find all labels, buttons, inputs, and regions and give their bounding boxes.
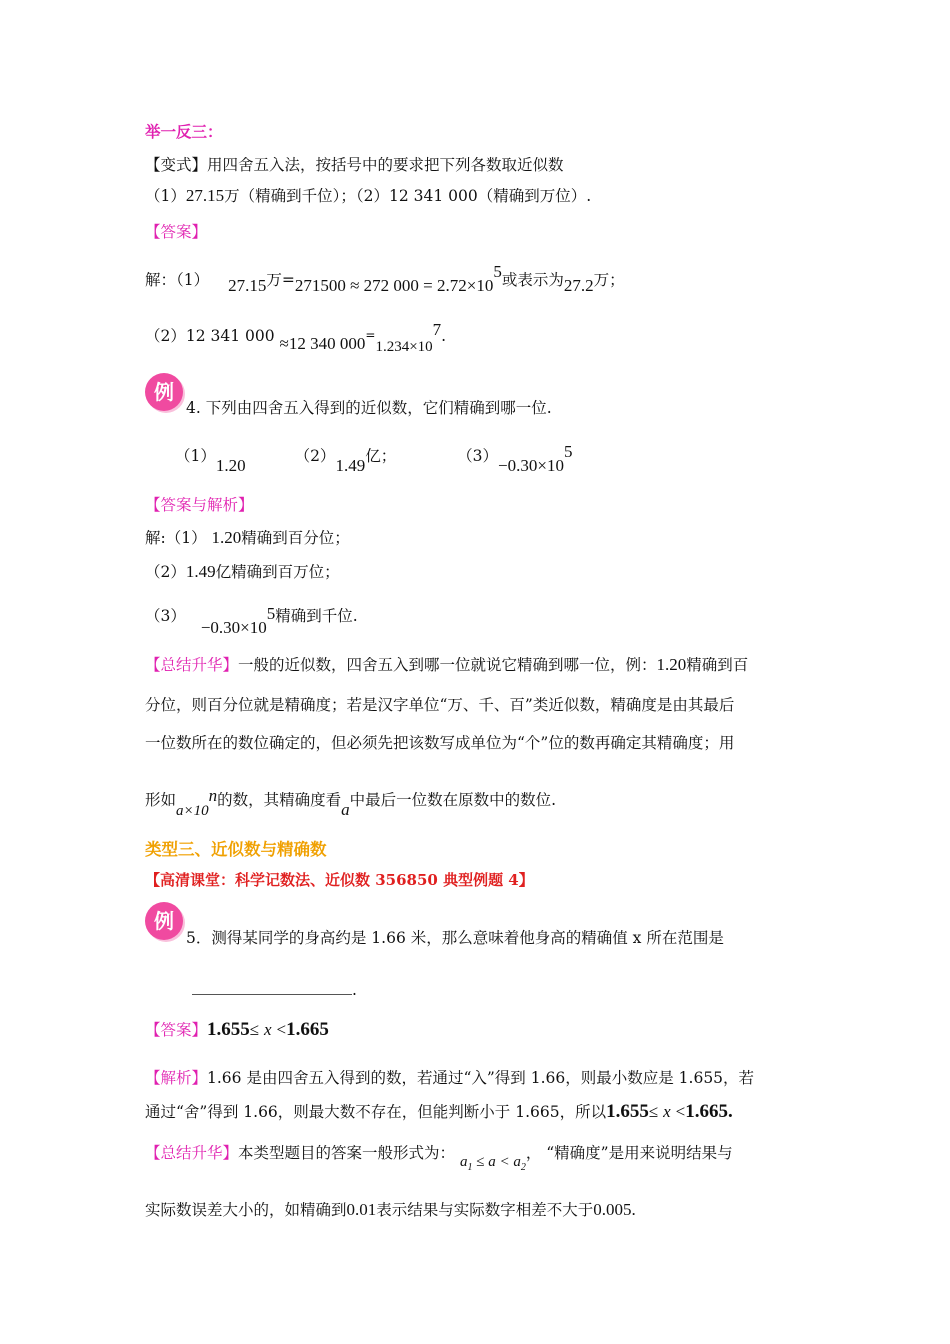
answer-math: x — [264, 1020, 272, 1039]
item-value: 27.15 — [185, 186, 225, 205]
item-number: （3） — [457, 447, 499, 465]
formula-part: a — [513, 1154, 521, 1170]
summary-text: 表示结果与实际数字相差不大于 — [376, 1201, 594, 1219]
answer-4-line-1 — [145, 528, 350, 548]
example-badge: 例 — [145, 902, 183, 940]
summary-math: a×10 — [176, 803, 209, 819]
example-5-blank-line — [192, 980, 357, 1000]
sol-math: 27.2 — [563, 276, 594, 295]
analysis-math: x — [663, 1102, 671, 1121]
variant-label: 【变式】 — [145, 156, 208, 174]
analysis-label: 【解析】 — [145, 1069, 208, 1087]
summary-text: 精确到百 — [686, 656, 749, 674]
answer-label: 【答案】 — [145, 1021, 208, 1039]
sol-text: 或表示为 — [501, 271, 564, 289]
ans-prefix: 解:（1） — [145, 529, 207, 547]
item-value: 1.20 — [215, 456, 246, 475]
ans-value: 1.49 — [185, 562, 216, 581]
ans-prefix: （3） — [145, 607, 186, 625]
example-4-items — [175, 438, 573, 475]
summary-value: 0.005 — [593, 1200, 632, 1219]
summary-text: 实际数误差大小的，如精确到 — [145, 1201, 347, 1219]
sol-math: 1.234×10 — [375, 339, 433, 355]
sol-math: 27.15 — [228, 276, 267, 295]
summary-text: 中最后一位数在原数中的数位. — [349, 791, 557, 809]
summary-label: 【总结升华】 — [145, 656, 239, 674]
lesson-tag: 【高清课堂：科学记数法、近似数 356850 典型例题 4】 — [145, 871, 534, 889]
sol-math: 271500 ≈ 272 000 = 2.72×10 — [294, 276, 494, 295]
analysis-math: < — [675, 1102, 686, 1121]
answer-math: ≤ — [249, 1020, 260, 1039]
summary-1-line-2: 分位，则百分位就是精确度；若是汉字单位“万、千、百”类近似数，精确度是由其最后 — [145, 696, 735, 714]
section-title-type3: 类型三、近似数与精确数 — [145, 840, 327, 859]
sol-text: = — [365, 328, 376, 342]
answer-4-line-2 — [145, 562, 340, 582]
summary-2-line-2 — [145, 1200, 636, 1220]
analysis-math: ≤ — [648, 1102, 659, 1121]
example-badge: 例 — [145, 373, 183, 411]
summary-1-line-1 — [145, 655, 748, 675]
summary-1-line-3: 一位数所在的数位确定的，但必须先把该数写成单位为“个”位的数再确定其精确度；用 — [145, 734, 735, 752]
example-5-text: 5．测得某同学的身高约是 1.66 米，那么意味着他身高的精确值 x 所在范围是 — [186, 929, 724, 947]
sol-text: 万； — [593, 271, 625, 289]
formula-subscript: 1 — [467, 1162, 473, 1173]
item-number: （1） — [175, 447, 216, 465]
sol-prefix: （2）12 341 000 — [145, 327, 275, 345]
summary-text: 形如 — [145, 791, 177, 809]
item-number: （2） — [294, 447, 336, 465]
ans-prefix: （2） — [145, 563, 186, 581]
ans-text: 亿精确到百万位； — [215, 563, 340, 581]
formula-part: ≤ a < — [472, 1154, 514, 1170]
ans-value: −0.30×10 — [200, 618, 267, 637]
item-text: 亿； — [365, 447, 397, 465]
summary-value: 0.01 — [346, 1200, 377, 1219]
summary-label: 【总结升华】 — [145, 1144, 239, 1162]
sol-exponent: 5 — [493, 262, 502, 281]
analysis-line-1 — [145, 1068, 754, 1088]
item-value: 1.49 — [335, 456, 366, 475]
answer-5 — [145, 1020, 329, 1040]
item-value: −0.30×10 — [498, 456, 564, 475]
summary-value: 1.20 — [656, 655, 687, 674]
summary-math: a — [341, 800, 350, 819]
analysis-math: 1.655 — [606, 1101, 649, 1122]
analysis-math: . — [727, 1101, 733, 1122]
ans-text: 精确到百分位； — [241, 529, 350, 547]
sol-exponent: 7 — [432, 320, 442, 339]
summary-text: 的数，其精确度看 — [217, 791, 342, 809]
summary-formula — [459, 1154, 526, 1173]
answer-math: 1.665 — [286, 1019, 329, 1040]
analysis-text: 1.66 是由四舍五入得到的数，若通过“入”得到 1.66，则最小数应是 1.655，若 — [207, 1069, 755, 1087]
heading-practice: 举一反三： — [145, 122, 223, 141]
summary-text: 本类型题目的答案一般形式为： — [238, 1144, 456, 1162]
summary-text: 一般的近似数，四舍五入到哪一位就说它精确到哪一位，例： — [238, 656, 657, 674]
analysis-text: 通过“舍”得到 1.66，则最大数不存在，但能判断小于 1.665，所以 — [145, 1103, 607, 1121]
formula-subscript: 2 — [520, 1162, 526, 1173]
ans-value: 1.20 — [211, 528, 242, 547]
ans-exponent: 5 — [266, 604, 276, 623]
item-text: 万（精确到千位）； — [224, 187, 356, 205]
answer-math: 1.655 — [207, 1019, 250, 1040]
sol-text: 万= — [266, 271, 295, 289]
solution-line-1 — [145, 262, 625, 295]
sol-prefix: 解：（1） — [145, 271, 210, 289]
sol-text: . — [441, 327, 447, 345]
item-number: （2） — [355, 187, 390, 205]
variant-items — [145, 186, 591, 206]
sol-math: ≈12 340 000 — [279, 334, 366, 353]
blank-end: . — [352, 981, 357, 999]
answer-math: < — [276, 1020, 287, 1039]
item-exponent: 5 — [563, 442, 573, 461]
variant-line — [145, 155, 564, 175]
summary-text: ， “精确度”是用来说明结果与 — [525, 1144, 733, 1162]
summary-text: . — [631, 1200, 636, 1219]
solution-line-2 — [145, 318, 447, 355]
analysis-line-2 — [145, 1102, 733, 1122]
formula-part: a — [459, 1154, 468, 1170]
answer-blank — [192, 980, 352, 995]
item-number: （1） — [145, 187, 186, 205]
ans-text: 精确到千位. — [275, 607, 358, 625]
answer-analysis-label: 【答案与解析】 — [145, 496, 254, 514]
summary-2-line-1 — [145, 1143, 733, 1173]
answer-label: 【答案】 — [145, 223, 208, 241]
example-4-text: 4. 下列由四舍五入得到的近似数，它们精确到哪一位. — [186, 399, 552, 417]
summary-1-line-4 — [145, 782, 557, 819]
summary-exponent: n — [208, 786, 218, 805]
analysis-math: 1.665 — [685, 1101, 728, 1122]
variant-text: 用四舍五入法，按括号中的要求把下列各数取近似数 — [207, 156, 564, 174]
item-text: 12 341 000（精确到万位）. — [389, 187, 592, 205]
